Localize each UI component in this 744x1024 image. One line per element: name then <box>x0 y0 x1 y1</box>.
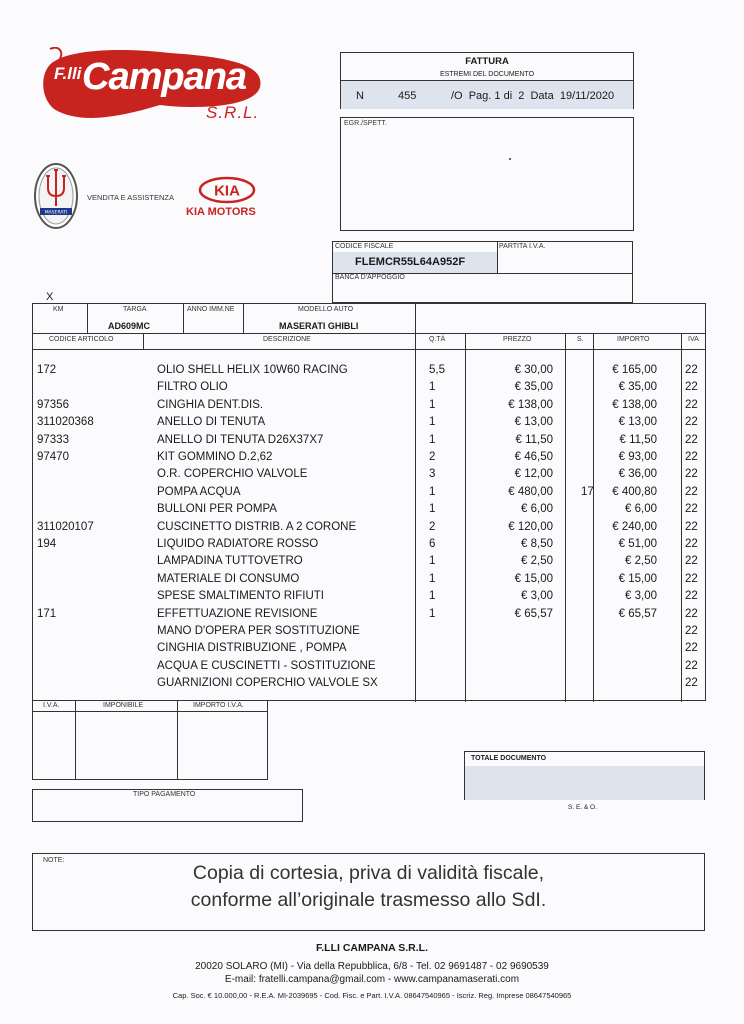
items-table <box>32 303 706 701</box>
vdiv <box>243 304 244 333</box>
row-quantity: 6 <box>429 538 436 550</box>
row-code: 194 <box>37 538 57 550</box>
row-description: GUARNIZIONI COPERCHIO VALVOLE SX <box>157 677 378 690</box>
row-code: 97356 <box>37 398 69 411</box>
table-row <box>33 501 705 518</box>
table-row <box>33 571 705 588</box>
row-quantity: 2 <box>429 451 436 463</box>
row-description: POMPA ACQUA <box>157 485 241 498</box>
table-row <box>33 519 705 536</box>
invoice-page-date: /O Pag. 1 di 2 Data 19/11/2020 <box>451 90 615 102</box>
col-descrizione: DESCRIZIONE <box>263 336 311 343</box>
row-quantity: 1 <box>429 433 436 446</box>
table-row <box>33 536 705 553</box>
logo-suffix: S.R.L. <box>206 103 260 122</box>
targa-label: TARGA <box>123 306 147 313</box>
row-amount: € 165,00 <box>612 364 657 376</box>
invoice-header-box <box>340 52 634 109</box>
row-amount: € 11,50 <box>619 433 657 446</box>
row-code: 171 <box>37 607 57 620</box>
row-quantity: 1 <box>429 416 436 429</box>
imponibile-label: IMPONIBILE <box>103 702 144 709</box>
row-amount: € 6,00 <box>625 503 657 516</box>
logo-prefix: F.lli <box>54 64 82 83</box>
row-code: 311020368 <box>37 416 94 429</box>
row-description: ACQUA E CUSCINETTI - SOSTITUZIONE <box>157 659 376 672</box>
mark-x: X <box>46 291 54 303</box>
row-quantity: 1 <box>429 503 436 516</box>
row-price: € 13,00 <box>514 416 553 429</box>
row-iva: 22 <box>685 590 698 603</box>
row-description: BULLONI PER POMPA <box>157 503 277 516</box>
row-iva: 22 <box>685 381 698 394</box>
table-row <box>33 658 705 675</box>
invoice-n-label: N <box>356 90 364 102</box>
row-iva: 22 <box>685 642 698 655</box>
row-amount: € 3,00 <box>625 590 657 603</box>
row-iva: 22 <box>685 433 698 446</box>
table-row <box>33 397 705 414</box>
logo-name: Campana <box>82 56 247 98</box>
row-description: ANELLO DI TENUTA <box>157 416 266 429</box>
total-label: TOTALE DOCUMENTO <box>471 755 547 762</box>
recipient-label: EGR./SPETT. <box>344 120 387 127</box>
note-box <box>32 853 705 931</box>
iva-label: I.V.A. <box>43 702 60 709</box>
row-code: 311020107 <box>37 520 94 533</box>
col-sconto: S. <box>577 336 584 343</box>
row-description: OLIO SHELL HELIX 10W60 RACING <box>157 364 348 376</box>
vdiv <box>87 304 88 333</box>
row-description: CINGHIA DENT.DIS. <box>157 398 264 411</box>
see-text: S. E. & O. <box>568 804 597 811</box>
table-row <box>33 588 705 605</box>
row-iva: 22 <box>685 538 698 550</box>
row-amount: € 13,00 <box>618 416 657 429</box>
row-iva: 22 <box>685 555 698 568</box>
row-quantity: 1 <box>429 572 436 585</box>
kia-logo-icon <box>198 176 256 204</box>
table-row <box>33 362 705 379</box>
km-label: KM <box>53 306 64 313</box>
vdiv <box>143 333 144 349</box>
row-description: KIT GOMMINO D.2,62 <box>157 451 273 463</box>
row-price: € 138,00 <box>508 398 553 411</box>
row-description: SPESE SMALTIMENTO RIFIUTI <box>157 590 324 603</box>
iva-header-divider <box>33 711 267 712</box>
invoice-subtitle: ESTREMI DEL DOCUMENTO <box>439 71 535 78</box>
row-price: € 2,50 <box>521 555 553 568</box>
row-description: CUSCINETTO DISTRIB. A 2 CORONE <box>157 520 357 533</box>
row-iva: 22 <box>685 398 698 411</box>
row-quantity: 5,5 <box>429 364 445 376</box>
row-code: 172 <box>37 364 57 376</box>
table-row <box>33 606 705 623</box>
table-row <box>33 449 705 466</box>
row-quantity: 1 <box>429 381 436 394</box>
vdiv <box>415 304 416 333</box>
row-description: EFFETTUAZIONE REVISIONE <box>157 607 318 620</box>
vehicle-row-divider <box>33 333 705 334</box>
row-discount: 17 <box>581 485 594 498</box>
table-row <box>33 466 705 483</box>
row-description: ANELLO DI TENUTA D26X37X7 <box>157 433 324 446</box>
col-iva: IVA <box>688 336 699 343</box>
footer-legal: Cap. Soc. € 10.000,00 - R.E.A. MI-2039695 - Cod. Fisc. e Part. I.V.A. 08647540965 - Iscriz. Reg. Imprese 08647540965 <box>172 991 572 1000</box>
piva-label: PARTITA I.V.A. <box>499 243 546 250</box>
note-line-2: conforme all’originale trasmesso allo SdI. <box>190 889 547 911</box>
row-quantity: 1 <box>429 607 436 620</box>
cf-divider <box>497 242 498 273</box>
row-amount: € 15,00 <box>618 572 657 585</box>
row-iva: 22 <box>685 607 698 620</box>
row-price: € 46,50 <box>514 451 553 463</box>
row-price: € 120,00 <box>508 520 553 533</box>
row-description: O.R. COPERCHIO VALVOLE <box>157 468 308 481</box>
svg-text:MASERATI: MASERATI <box>44 210 68 216</box>
row-iva: 22 <box>685 659 698 672</box>
row-quantity: 1 <box>429 590 436 603</box>
row-price: € 3,00 <box>521 590 553 603</box>
row-price: € 15,00 <box>514 572 553 585</box>
row-iva: 22 <box>685 451 698 463</box>
col-prezzo: PREZZO <box>503 336 532 343</box>
row-price: € 30,00 <box>514 364 553 376</box>
invoice-details-row <box>341 80 633 109</box>
vdiv <box>75 701 76 779</box>
fiscal-box <box>332 241 633 303</box>
col-importo: IMPORTO <box>617 336 650 343</box>
row-iva: 22 <box>685 364 698 376</box>
iva-summary-box <box>32 700 268 780</box>
row-quantity: 1 <box>429 555 436 568</box>
note-label: NOTE: <box>43 857 65 864</box>
footer-company: F.LLI CAMPANA S.R.L. <box>316 942 428 954</box>
vdiv <box>177 701 178 779</box>
payment-type-box <box>32 789 303 822</box>
total-box <box>464 751 705 800</box>
header-divider <box>33 349 705 350</box>
row-description: LIQUIDO RADIATORE ROSSO <box>157 538 319 550</box>
row-amount: € 36,00 <box>618 468 657 481</box>
importo-iva-label: IMPORTO I.V.A. <box>193 702 244 709</box>
table-row <box>33 640 705 657</box>
vdiv <box>183 304 184 333</box>
table-row <box>33 623 705 640</box>
row-code: 97333 <box>37 433 69 446</box>
row-quantity: 2 <box>429 520 436 533</box>
row-price: € 8,50 <box>521 538 553 550</box>
maserati-logo-icon <box>33 162 79 230</box>
anno-label: ANNO IMM.NE <box>187 306 235 313</box>
row-amount: € 240,00 <box>612 520 657 533</box>
row-price: € 35,00 <box>514 381 553 394</box>
row-amount: € 35,00 <box>618 381 657 394</box>
row-quantity: 1 <box>429 398 436 411</box>
row-amount: € 2,50 <box>625 555 657 568</box>
payment-type-label: TIPO PAGAMENTO <box>133 791 196 798</box>
footer-address: 20020 SOLARO (MI) - Via della Repubblica, 6/8 - Tel. 02 9691487 - 02 9690539 <box>195 961 549 972</box>
row-price: € 6,00 <box>521 503 553 516</box>
recipient-box <box>340 117 634 231</box>
table-row <box>33 414 705 431</box>
invoice-number: 455 <box>398 90 417 102</box>
row-amount: € 51,00 <box>618 538 657 550</box>
footer <box>0 942 744 1000</box>
row-description: FILTRO OLIO <box>157 381 228 394</box>
col-qta: Q.TÀ <box>429 336 446 343</box>
row-price: € 65,57 <box>514 607 553 620</box>
row-iva: 22 <box>685 416 698 429</box>
dealer-text: VENDITA E ASSISTENZA <box>87 193 174 202</box>
row-iva: 22 <box>685 677 698 690</box>
col-codice: CODICE ARTICOLO <box>49 336 114 343</box>
row-price: € 12,00 <box>514 468 553 481</box>
row-iva: 22 <box>685 485 698 498</box>
row-iva: 22 <box>685 468 698 481</box>
note-text <box>33 860 704 914</box>
row-iva: 22 <box>685 572 698 585</box>
row-amount: € 400,80 <box>612 485 657 498</box>
footer-contacts: E-mail: fratelli.campana@gmail.com - www.campanamaserati.com <box>224 974 520 985</box>
row-description: MATERIALE DI CONSUMO <box>157 572 300 585</box>
cf-value: FLEMCR55L64A952F <box>355 256 466 268</box>
row-quantity: 3 <box>429 468 436 481</box>
row-description: CINGHIA DISTRIBUZIONE , POMPA <box>157 642 347 655</box>
row-iva: 22 <box>685 520 698 533</box>
bank-label: BANCA D'APPOGGIO <box>335 274 405 281</box>
note-line-1: Copia di cortesia, priva di validità fiscale, <box>192 862 545 884</box>
row-description: LAMPADINA TUTTOVETRO <box>157 555 303 568</box>
svg-text:KIA: KIA <box>214 182 240 200</box>
table-row <box>33 379 705 396</box>
table-row <box>33 675 705 692</box>
total-fill <box>465 766 704 800</box>
table-row <box>33 484 705 501</box>
row-amount: € 93,00 <box>618 451 657 463</box>
kia-motors-text: KIA MOTORS <box>186 206 256 218</box>
row-iva: 22 <box>685 503 698 516</box>
row-amount: € 138,00 <box>612 398 657 411</box>
row-amount: € 65,57 <box>618 607 657 620</box>
table-row <box>33 432 705 449</box>
modello-value: MASERATI GHIBLI <box>279 321 359 331</box>
row-code: 97470 <box>37 451 69 463</box>
row-description: MANO D'OPERA PER SOSTITUZIONE <box>157 625 360 637</box>
row-quantity: 1 <box>429 485 436 498</box>
targa-value: AD609MC <box>108 321 151 331</box>
row-price: € 11,50 <box>515 433 553 446</box>
modello-label: MODELLO AUTO <box>298 306 354 313</box>
row-iva: 22 <box>685 625 698 637</box>
dot-mark <box>509 158 511 160</box>
cf-label: CODICE FISCALE <box>335 243 394 250</box>
row-price: € 480,00 <box>508 485 553 498</box>
table-row <box>33 553 705 570</box>
invoice-title: FATTURA <box>465 56 509 67</box>
